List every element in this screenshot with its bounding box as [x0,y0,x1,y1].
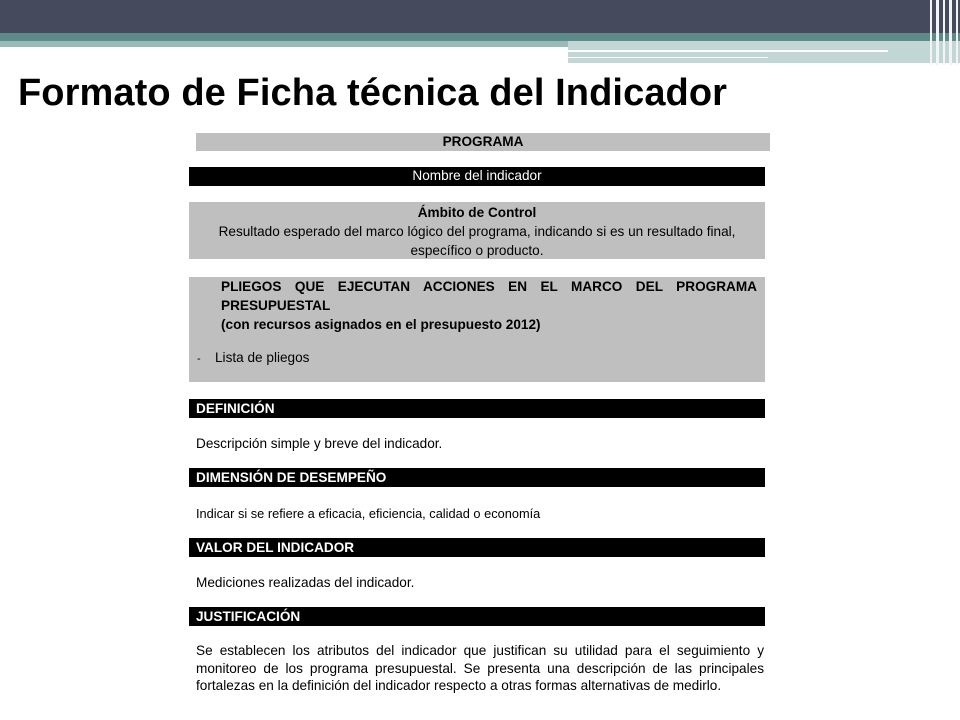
valor-indicador-header: VALOR DEL INDICADOR [189,538,765,557]
pliegos-list-label: Lista de pliegos [215,350,310,365]
pliegos-list-item [197,348,309,369]
definicion-header: DEFINICIÓN [189,399,765,418]
pliegos-heading-line3: (con recursos asignados en el presupuesto 2012) [221,317,541,332]
dimension-desempeno-text: Indicar si se refiere a eficacia, eficiencia, calidad o economía [196,506,541,521]
header-stripe [936,0,939,65]
bullet-dash: - [197,353,201,365]
header-stripe [930,0,932,65]
justificacion-text: Se establecen los atributos del indicador que justifican su utilidad para el seguimiento y monitoreo de los programa presupuestal. Se presenta una descripción de las principales fortalezas en la definición del indicador respecto a otras formas alternativas de medirlo. [196,643,764,693]
header-stripe [943,0,945,65]
header-dark-bar [0,0,960,33]
pliegos-box [189,277,765,382]
programa-box: PROGRAMA [196,133,770,151]
header-light-bar-right [568,41,960,63]
ambito-control-box [189,202,765,259]
header-stripe [949,0,952,65]
header-light-bar-left [0,41,568,47]
justificacion-header: JUSTIFICACIÓN [189,607,765,626]
header-white-line-short [568,57,768,58]
header-white-line [568,50,888,52]
header-stripe [956,0,958,65]
header-teal-bar [0,33,960,41]
pliegos-heading-line1: PLIEGOS QUE EJECUTAN ACCIONES EN EL MARCO DEL PROGRAMA [221,279,757,294]
valor-indicador-text: Mediciones realizadas del indicador. [196,575,415,590]
ambito-text-line1: Resultado esperado del marco lógico del programa, indicando si es un resultado final, [218,224,736,239]
ambito-text-line2: específico o producto. [410,243,544,258]
pliegos-heading-line2: PRESUPUESTAL [221,298,331,313]
dimension-desempeno-header: DIMENSIÓN DE DESEMPEÑO [189,468,765,487]
definicion-text: Descripción simple y breve del indicador. [196,436,443,451]
ambito-heading: Ámbito de Control [417,205,537,220]
slide-title: Formato de Ficha técnica del Indicador [18,72,728,114]
nombre-indicador-box: Nombre del indicador [189,167,765,186]
